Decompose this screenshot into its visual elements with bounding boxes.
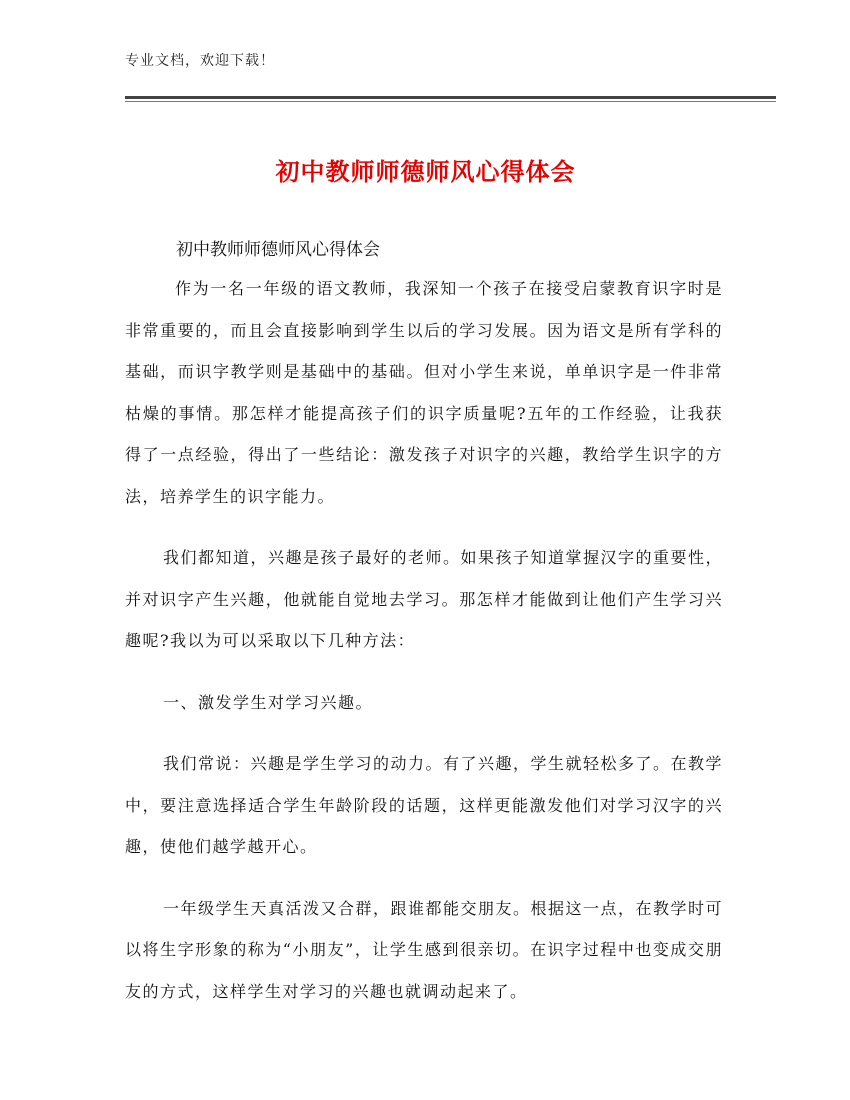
document-title: 初中教师师德师风心得体会 [275,158,576,186]
document-header: 专业文档，欢迎下载！ [125,53,275,69]
paragraph-4: 我们常说：兴趣是学生学习的动力。有了兴趣，学生就轻松多了。在教学中，要注意选择适合学生年龄阶段的话题，这样更能激发他们对学习汉字的兴趣，使他们越学越开心。 [125,754,724,856]
paragraph-5: 一年级学生天真活泼又合群，跟谁都能交朋友。根据这一点，在教学时可以将生字形象的称为“小朋友”，让学生感到很亲切。在识字过程中也变成交朋友的方式，这样学生对学习的兴趣也就调动起来了。 [125,898,724,1001]
header-divider-thick [125,96,776,99]
document-subtitle: 初中教师师德师风心得体会 [176,240,380,260]
paragraph-3: 一、激发学生对学习兴趣。 [163,692,374,712]
header-divider-thin [125,101,776,102]
paragraph-1: 作为一名一年级的语文教师，我深知一个孩子在接受启蒙教育识字时是非常重要的，而且会直接影响到学生以后的学习发展。因为语文是所有学科的基础，而识字教学则是基础中的基础。但对小学生来说，单单识字是一件非常枯燥的事情。那怎样才能提高孩子们的识字质量呢?五年的工作经验，让我获得了一点经验，得出了一些结论：激发孩子对识字的兴趣，教给学生识字的方法，培养学生的识字能力。 [125,279,723,506]
document-body [125,268,723,1032]
paragraph-2: 我们都知道，兴趣是孩子最好的老师。如果孩子知道掌握汉字的重要性，并对识字产生兴趣，他就能自觉地去学习。那怎样才能做到让他们产生学习兴趣呢?我以为可以采取以下几种方法： [125,548,724,650]
